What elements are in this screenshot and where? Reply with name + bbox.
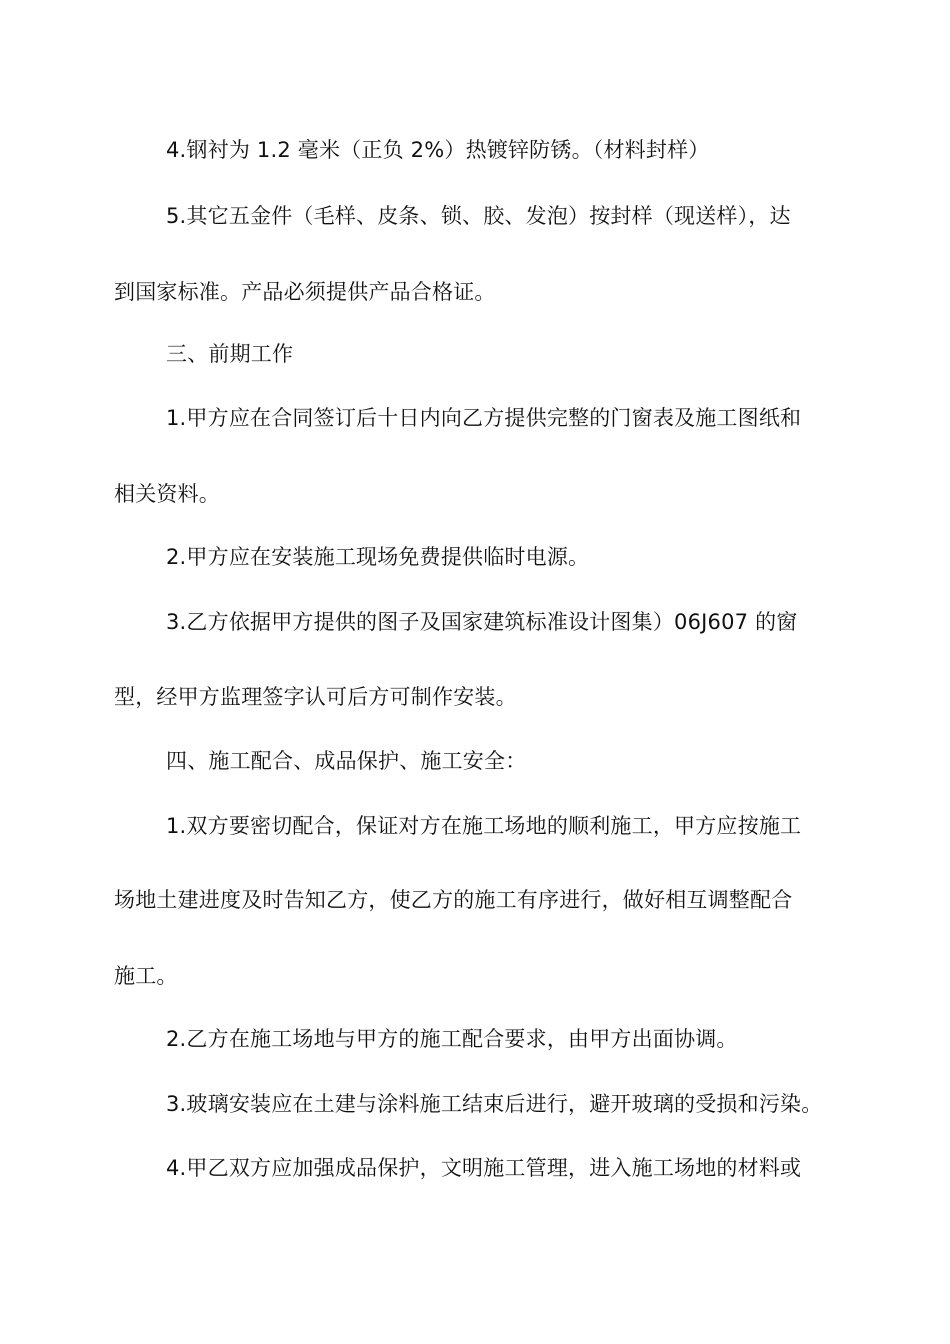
paragraph-line: 施工。 <box>114 964 178 988</box>
paragraph-line: 场地土建进度及时告知乙方，使乙方的施工有序进行，做好相互调整配合 <box>114 888 793 912</box>
paragraph-line: 相关资料。 <box>114 482 220 506</box>
paragraph-line: 2.乙方在施工场地与甲方的施工配合要求，由甲方出面协调。 <box>166 1027 738 1051</box>
paragraph-line: 4.甲乙双方应加强成品保护，文明施工管理，进入施工场地的材料或 <box>166 1156 802 1180</box>
paragraph-line: 1.双方要密切配合，保证对方在施工场地的顺利施工，甲方应按施工 <box>166 814 802 838</box>
paragraph-line: 5.其它五金件（毛样、皮条、锁、胶、发泡）按封样（现送样），达 <box>166 204 791 228</box>
paragraph-line: 3.乙方依据甲方提供的图子及国家建筑标准设计图集）06J607 的窗 <box>166 610 798 634</box>
paragraph-line: 到国家标准。产品必须提供产品合格证。 <box>114 280 496 304</box>
paragraph-line: 2.甲方应在安装施工现场免费提供临时电源。 <box>166 545 590 569</box>
paragraph-line: 1.甲方应在合同签订后十日内向乙方提供完整的门窗表及施工图纸和 <box>166 406 802 430</box>
section-heading: 四、施工配合、成品保护、施工安全： <box>166 749 527 773</box>
paragraph-line: 型，经甲方监理签字认可后方可制作安装。 <box>114 685 517 709</box>
paragraph-line: 3.玻璃安装应在土建与涂料施工结束后进行，避开玻璃的受损和污染。 <box>166 1092 823 1116</box>
paragraph-line: 4.钢衬为 1.2 毫米（正负 2%）热镀锌防锈。（材料封样） <box>166 138 710 162</box>
section-heading: 三、前期工作 <box>166 342 294 366</box>
